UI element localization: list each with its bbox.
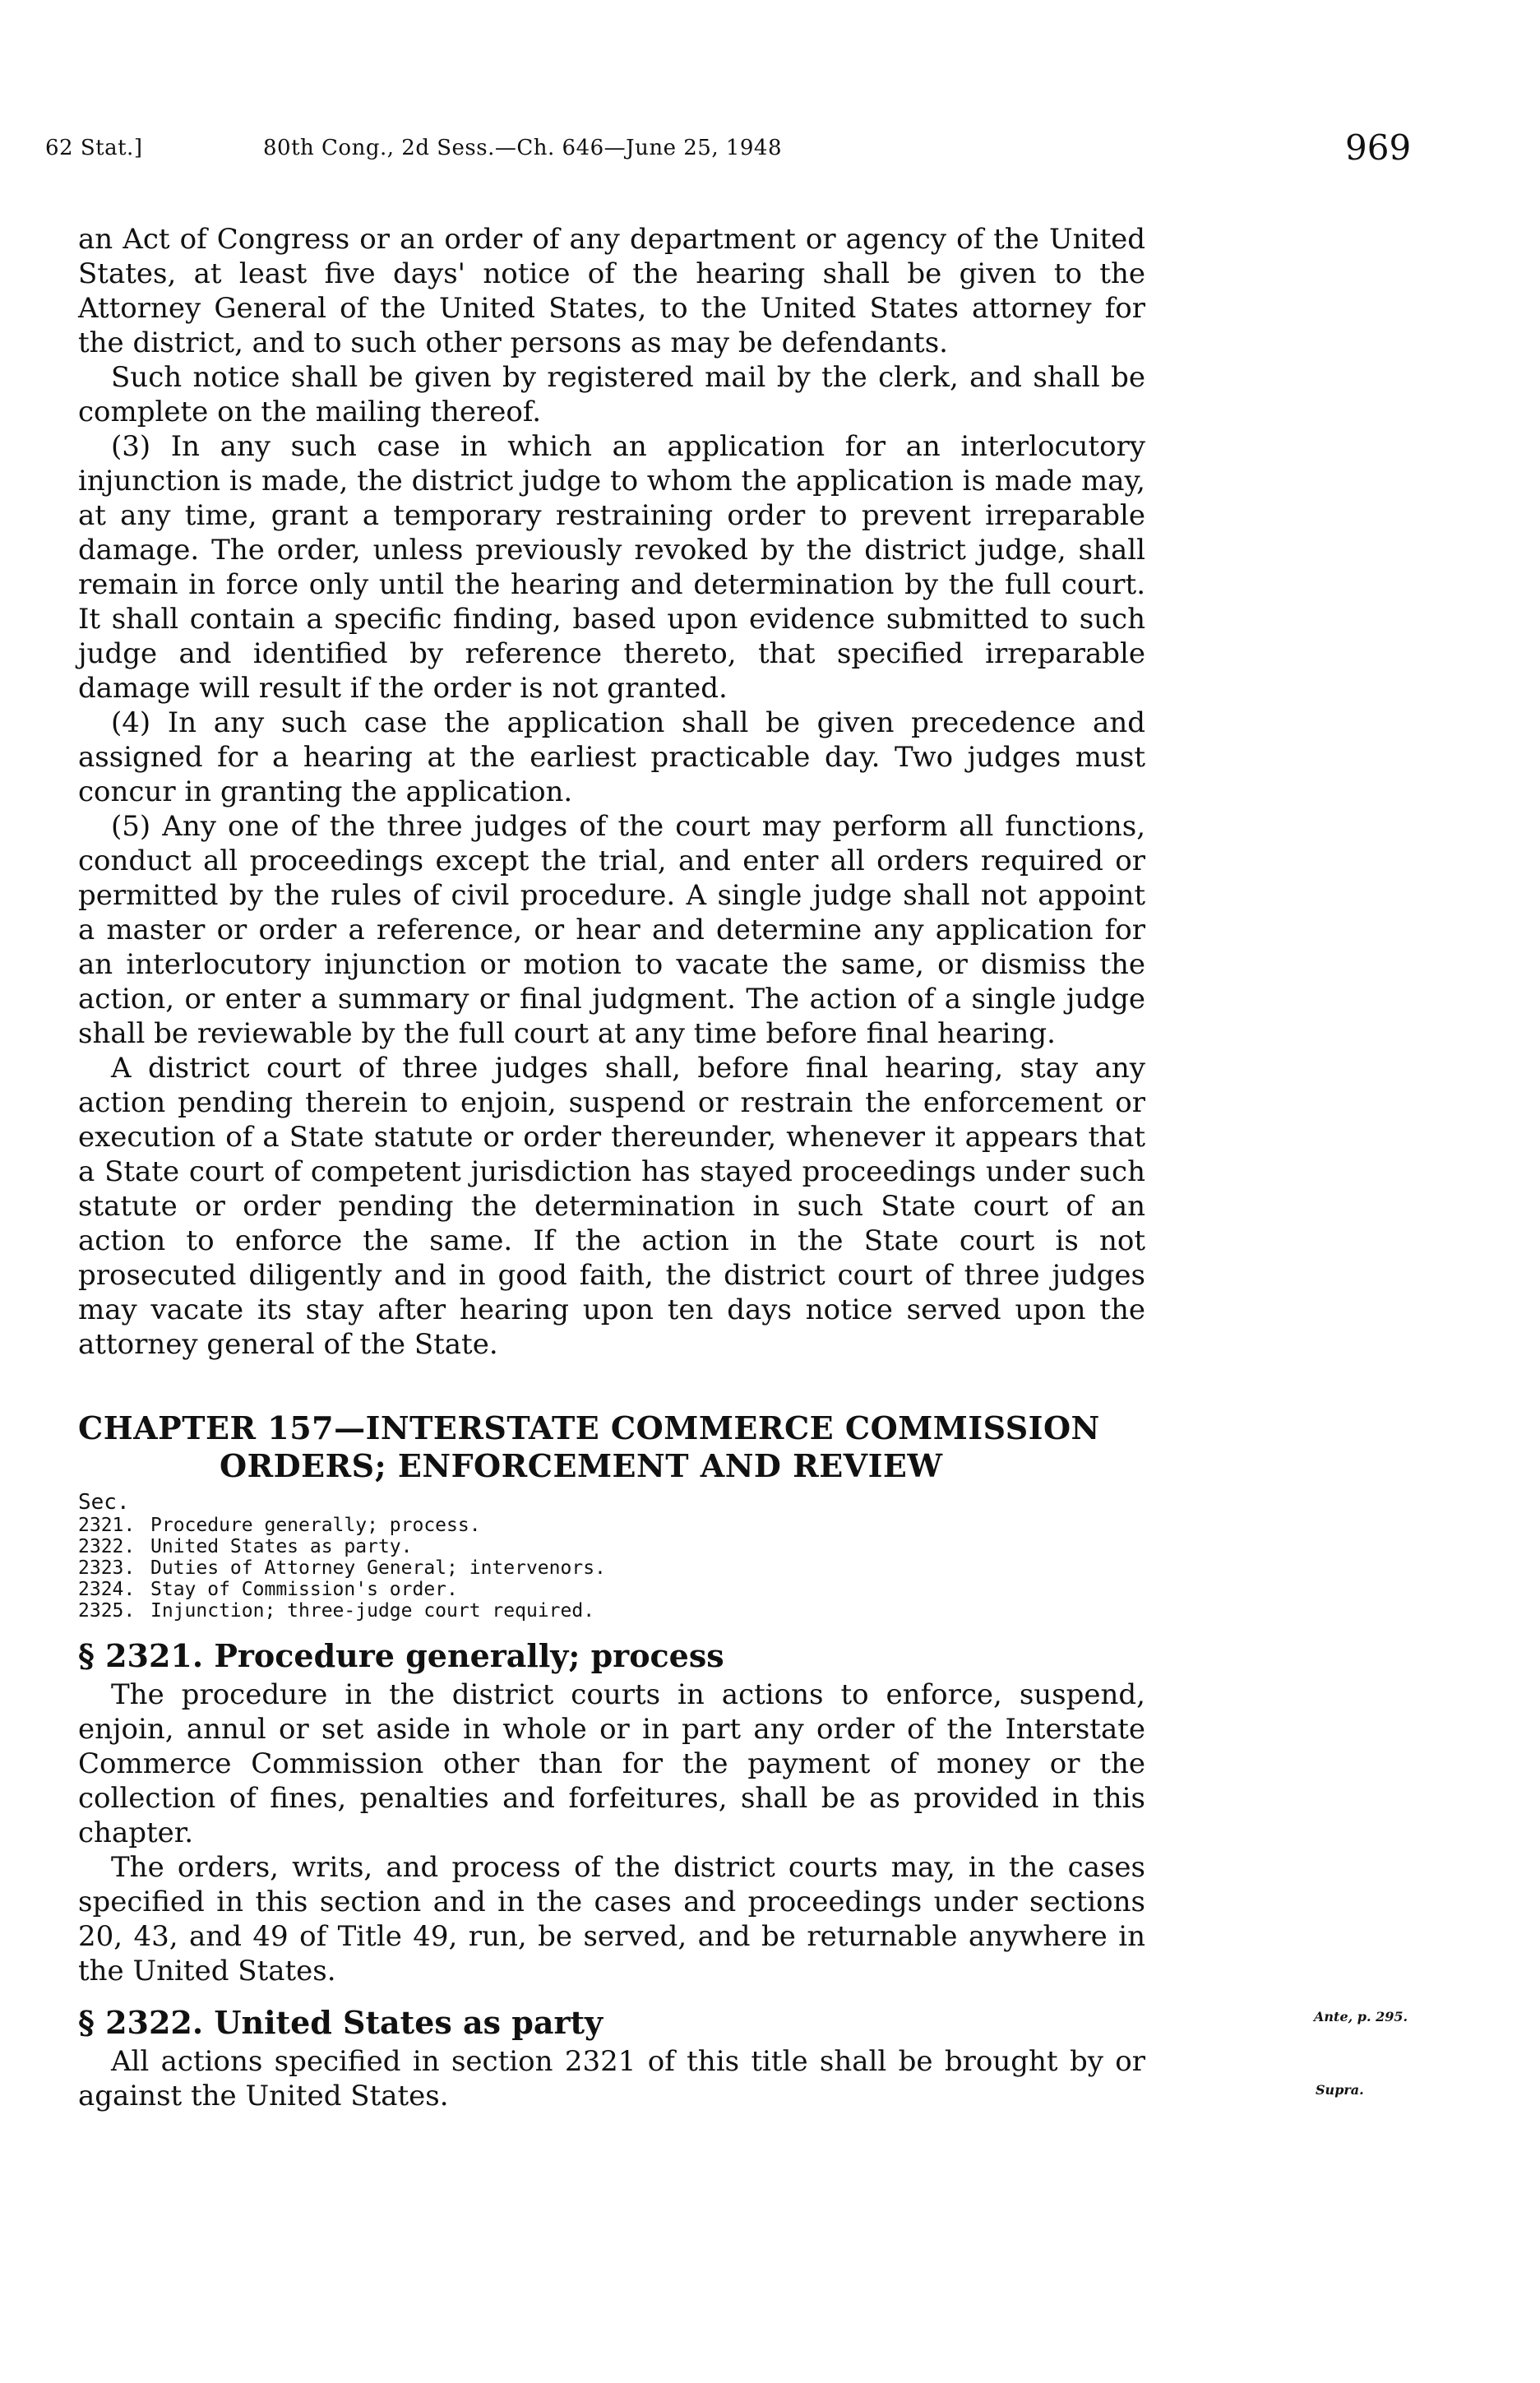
toc-item-number: 2325.	[78, 1600, 136, 1622]
toc-sec-label: Sec.	[78, 1490, 130, 1515]
toc-item-title: Duties of Attorney General; intervenors.	[150, 1557, 606, 1579]
header-session-info: 80th Cong., 2d Sess.—Ch. 646—June 25, 1948	[263, 136, 783, 160]
body-paragraph-3: (3) In any such case in which an application for an interlocutory injunction is made, the district judge to whom the application is made may, at any time, grant a temporary restraining order to prevent irreparable damage. The order, unless previously revoked by the district judge, shall remain in force only until the hearing and determination by the full court. It shall contain a specific finding, based upon evidence submitted to such judge and identified by reference thereto, that specified irreparable damage will result if the order is not granted.	[78, 430, 1145, 705]
toc-item-number: 2324.	[78, 1579, 136, 1600]
toc-item-number: 2322.	[78, 1536, 136, 1557]
section-2322-heading: § 2322. United States as party	[78, 2004, 604, 2041]
chapter-title-line2: ORDERS; ENFORCEMENT AND REVIEW	[220, 1447, 943, 1484]
toc-item	[78, 1600, 1145, 1622]
body-paragraph-2: Such notice shall be given by registered mail by the clerk, and shall be complete on the mailing thereof.	[78, 361, 1145, 428]
body-paragraph-6: A district court of three judges shall, before final hearing, stay any action pending therein to enjoin, suspend or restrain the enforcement or execution of a State statute or order thereunder, whenever it appears that a State court of competent jurisdiction has stayed proceedings under such statute or order pending the determination in such State court of an action to enforce the same. If the action in the State court is not prosecuted diligently and in good faith, the district court of three judges may vacate its stay after hearing upon ten days notice served upon the attorney general of the State.	[78, 1052, 1145, 1361]
section-2322-paragraph-1: All actions specified in section 2321 of this title shall be brought by or against the United States.	[78, 2045, 1145, 2112]
body-column	[78, 222, 1145, 2113]
chapter-title-line1: CHAPTER 157—INTERSTATE COMMERCE COMMISSION	[78, 1409, 1100, 1446]
body-paragraph-5: (5) Any one of the three judges of the court may perform all functions, conduct all proceedings except the trial, and enter all orders required or permitted by the rules of civil procedure. A single judge shall not appoint a master or order a reference, or hear and determine any application for an interlocutory injunction or motion to vacate the same, or dismiss the action, or enter a summary or final judgment. The action of a single judge shall be reviewable by the full court at any time before final hearing.	[78, 810, 1145, 1050]
toc-item-number: 2323.	[78, 1557, 136, 1579]
section-2321-heading: § 2321. Procedure generally; process	[78, 1637, 724, 1674]
toc-item-number: 2321.	[78, 1515, 136, 1536]
toc-item	[78, 1557, 1145, 1579]
toc-item-title: Procedure generally; process.	[150, 1515, 481, 1536]
toc-item-title: United States as party.	[150, 1536, 413, 1557]
toc-item-title: Stay of Commission's order.	[150, 1579, 458, 1600]
chapter-title	[78, 1409, 1145, 1485]
section-2321-paragraph-2: The orders, writs, and process of the district courts may, in the cases specified in this section and in the cases and proceedings under sections 20, 43, and 49 of Title 49, run, be served, and be returnable anywhere in the United States.	[78, 1851, 1145, 1987]
toc-item	[78, 1579, 1145, 1600]
section-table-of-contents	[78, 1515, 1145, 1622]
margin-note-supra: Supra.	[1316, 2082, 1364, 2098]
section-2321-paragraph-1: The procedure in the district courts in actions to enforce, suspend, enjoin, annul or set aside in whole or in part any order of the Interstate Commerce Commission other than for the payment of money or the collection of fines, penalties and forfeitures, shall be as provided in this chapter.	[78, 1678, 1145, 1849]
page-number: 969	[1345, 127, 1412, 168]
margin-note-ante: Ante, p. 295.	[1314, 2009, 1408, 2024]
body-paragraph-1: an Act of Congress or an order of any department or agency of the United States, at least five days' notice of the hearing shall be given to the Attorney General of the United States, to the United States attorney for the district, and to such other persons as may be defendants.	[78, 223, 1145, 359]
toc-item	[78, 1536, 1145, 1557]
toc-item	[78, 1515, 1145, 1536]
header-citation: 62 Stat.]	[45, 136, 143, 160]
body-paragraph-4: (4) In any such case the application shall be given precedence and assigned for a hearing at the earliest practicable day. Two judges must concur in granting the application.	[78, 706, 1145, 808]
toc-item-title: Injunction; three-judge court required.	[150, 1600, 595, 1622]
